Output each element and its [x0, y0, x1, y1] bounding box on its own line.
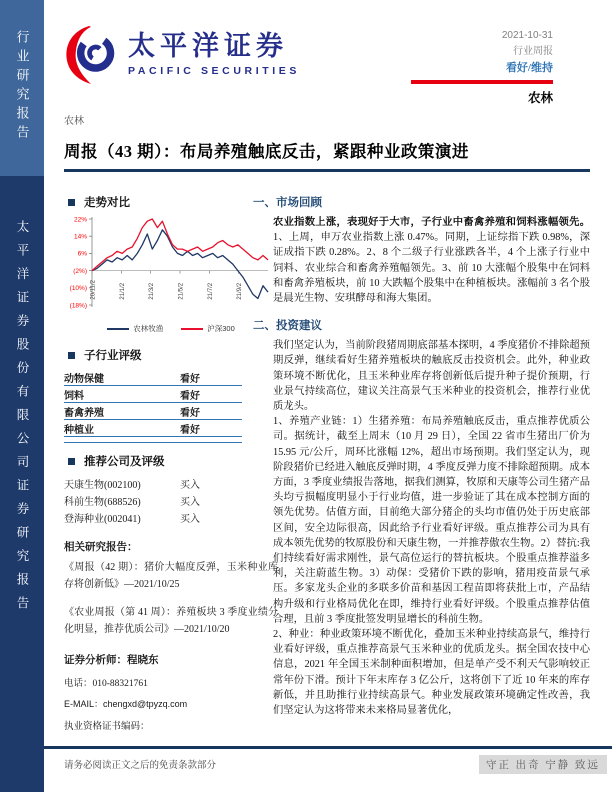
analyst-name: 证券分析师：程晓东: [64, 655, 159, 666]
svg-text:14%: 14%: [73, 233, 87, 241]
paragraph: 1、养殖产业链：1）生猪养殖：布局养殖触底反击，重点推荐优质公司。据统计，截至上周末（10 月 29 日），全国 22 省市生猪出厂价为 15.95 元/公斤，周环比涨幅 12%，超出市场预期。我们坚定认为，现阶段猪价已经进入触底反弹时期，4 季度反弹力度不排除超预期。成本方面，3 季度业绩报告落地，据我们测算，牧原和天康等公司生猪产品头均亏损幅度明显小于行业均值，进一步验证了其在成本控制方面的领先优势。估值方面，目前绝大部分猪企的头均市值仍处于历史底部区间，安全边际很高，因此给予行业看好评级。重点推荐公司为具有成本领先优势的牧原股份和天康生物，一并推荐傲农生物。2）替抗:我们持续看好需求刚性，景气高位运行的替抗板块。个股重点推荐溢多利，关注蔚蓝生物。3）动保：受猪价下跌的影响，猪用疫苗景气承压。多家龙头企业的多联多价苗和基因工程苗即将获批上市，产品结构升级和行业格局优化在即，维持行业看好评级。个股重点推荐估值合理，且前 3 季度批签发明显增长的科前生物。: [273, 416, 590, 625]
svg-text:21/7/2: 21/7/2: [207, 282, 214, 300]
analyst-email: E-MAIL：chengxd@tpyzq.com: [64, 699, 188, 709]
subindustry-rating: 看好: [180, 390, 200, 402]
sub-rating-title: 子行业评级: [84, 350, 142, 362]
logo-chinese-name: 太平洋证券: [128, 31, 288, 61]
license-label: 执业资格证书编码：: [64, 722, 150, 732]
section-bullet-icon: [68, 352, 75, 359]
report-type: 行业周报: [513, 46, 553, 57]
company-name: 科前生物(688526): [64, 497, 141, 508]
companies-section-head: [64, 453, 278, 469]
footer-disclaimer: 请务必阅读正文之后的免责条款部分: [64, 761, 217, 771]
industry-rating: 看好/维持: [505, 62, 553, 74]
spacer: [253, 306, 590, 317]
sidebar-bottom-label: 太平洋证券股份有限公司证券研究报告: [15, 220, 29, 620]
related-reports-title: 相关研究报告：: [64, 542, 138, 553]
companies-title: 推荐公司及评级: [84, 456, 165, 468]
company-rating: 买入: [180, 514, 200, 525]
company-rating: 买入: [180, 497, 200, 508]
list-item: [64, 509, 242, 526]
trend-chart-box: [64, 214, 278, 334]
trend-section-title: 走势对比: [84, 197, 130, 209]
svg-text:21/5/2: 21/5/2: [178, 282, 185, 300]
subindustry-name: 种植业: [64, 424, 94, 436]
sidebar-bottom-band: [0, 176, 44, 792]
section-title-investment-advice: 二、投资建议: [253, 320, 322, 333]
paragraph: 我们坚定认为，当前阶段猪周期底部基本探明，4 季度猪价不排除超预期反弹，继续看好生猪养殖板块的触底反击投资机会。此外，种业政策环境不断优化，且玉米种业库存将创新低后提升种子提价预期，行业景气持续高位，建议关注高景气玉米种业的投资机会，推荐行业优质龙头。: [273, 340, 590, 413]
table-row: [64, 420, 242, 437]
svg-text:21/3/2: 21/3/2: [149, 282, 156, 300]
analyst-phone: 电话：010-88321761: [64, 679, 148, 689]
subindustry-rating: 看好: [180, 373, 200, 385]
legend-item: [107, 323, 163, 334]
subindustry-name: 动物保健: [64, 373, 104, 385]
subindustry-name: 畜禽养殖: [64, 407, 104, 419]
paragraph: 2、种业：种业政策环境不断优化，叠加玉米种业持续高景气，维持行业看好评级，重点推荐高景气玉米种业的优质龙头。据全国农技中心信息，2021 年全国玉米制种面积增加，但是单产受不利天气影响较正常年份下滑。预计下年末库存 3 亿公斤，这将创下了近 10 年来的库存新低，并且助推行业持续高景气。种业发展政策环境确定性改善，我们坚定认为这将带来未来格局显著优化，: [273, 629, 590, 717]
svg-text:(10%): (10%): [69, 285, 87, 293]
table-bottom-rule: [64, 437, 242, 443]
left-sidebar: [0, 0, 44, 792]
footer-divider: [44, 746, 612, 749]
report-meta: [411, 28, 553, 106]
paragraph: [273, 215, 590, 306]
svg-text:(18%): (18%): [69, 302, 87, 310]
company-name: 天康生物(002100): [64, 480, 141, 491]
svg-text:6%: 6%: [77, 250, 87, 258]
legend-label: 农林牧渔: [133, 324, 164, 333]
list-item: [64, 492, 242, 509]
series-swatch-icon: [107, 328, 129, 330]
red-divider: [411, 80, 553, 84]
table-row: [64, 369, 242, 386]
sub-rating-table: [64, 369, 242, 443]
svg-text:21/1/2: 21/1/2: [119, 282, 126, 300]
series-swatch-icon: [181, 328, 203, 330]
section-bullet-icon: [68, 199, 75, 206]
lead-sentence: 农业指数上涨，表现好于大市，子行业中畜禽养殖和饲料涨幅领先。: [273, 217, 590, 228]
svg-text:20/11/2: 20/11/2: [90, 280, 97, 300]
industry-name: 农林: [527, 90, 553, 105]
body-text: 1、上周，申万农业指数上涨 0.47%。同期，上证综指下跌 0.98%，深证成指下跌 0.28%。2、8 个二级子行业涨跌各半，4 个上涨子行业中饲料、农业综合和畜禽养殖幅领先。3、前 10 大涨幅个股集中在饲料和畜禽养殖板块，前 10 大跌幅个股集中在种植板块。涨幅前 3 名个股是晨光生物、安琪酵母和海大集团。: [273, 232, 590, 305]
report-date: 2021-10-31: [501, 30, 553, 41]
company-rating: 买入: [180, 480, 200, 491]
sidebar-top-label: 行业研究报告: [14, 30, 30, 144]
related-report: 《周报（42 期）：猪价大幅度反弹，玉米种业库存将创新低》—2021/10/25: [64, 562, 278, 590]
list-item: [64, 475, 242, 492]
trend-section-head: [64, 194, 278, 210]
title-divider: [64, 169, 590, 172]
market-review-body: [253, 215, 590, 306]
section-title-market-review: 一、市场回顾: [253, 197, 322, 209]
subindustry-rating: 看好: [180, 407, 200, 419]
sub-rating-section-head: [64, 347, 278, 363]
sidebar-top-band: [0, 0, 44, 176]
subindustry-rating: 看好: [180, 424, 200, 436]
investment-advice-body: [253, 338, 590, 718]
companies-list: [64, 475, 242, 526]
legend-label: 沪深300: [207, 324, 235, 333]
chart-legend: [64, 323, 278, 334]
subindustry-name: 饲料: [64, 390, 84, 402]
company-name: 登海种业(002041): [64, 514, 141, 525]
left-column: [64, 194, 278, 732]
svg-text:22%: 22%: [73, 216, 87, 224]
company-logo: [62, 24, 300, 84]
footer-motto: 守正 出奇 宁静 致远: [479, 755, 607, 774]
report-title: 周报（43 期）：布局养殖触底反击，紧跟种业政策演进: [64, 142, 469, 161]
logo-english-name: PACIFIC SECURITIES: [128, 65, 300, 77]
related-report: 《农业周报（第 41 周）：养殖板块 3 季度业绩分化明显，推荐优质公司》—2021/10/20: [64, 607, 278, 635]
pacific-securities-logo-icon: [62, 24, 118, 84]
table-row: [64, 386, 242, 403]
svg-text:(2%): (2%): [73, 267, 87, 275]
category-label: 农林: [64, 116, 84, 127]
trend-chart: [64, 214, 278, 316]
section-bullet-icon: [68, 458, 75, 465]
table-row: [64, 403, 242, 420]
main-text-column: [253, 194, 590, 718]
legend-item: [181, 323, 235, 334]
svg-text:21/9/2: 21/9/2: [237, 282, 244, 300]
